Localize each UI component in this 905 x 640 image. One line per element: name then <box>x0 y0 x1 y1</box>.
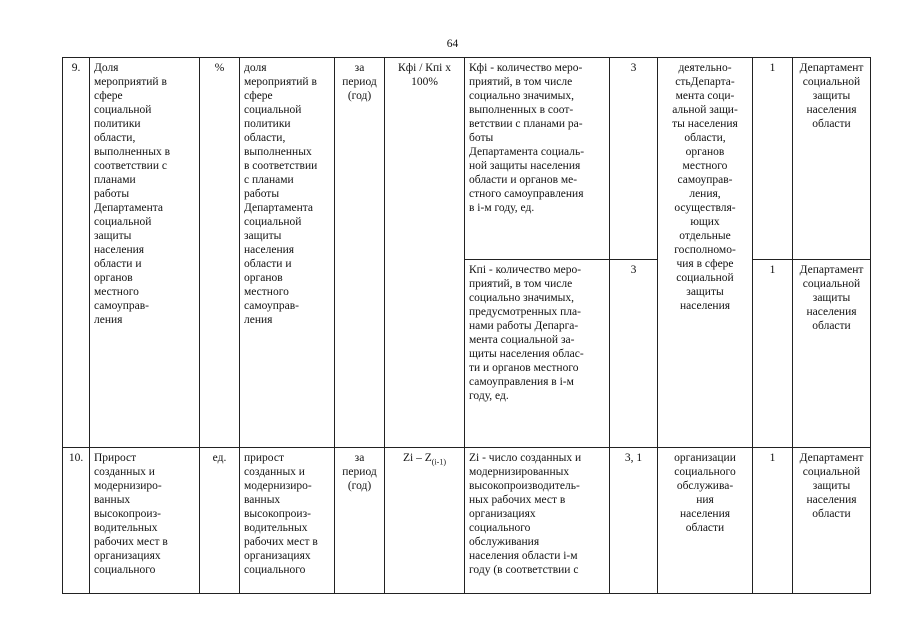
text-line: стного самоуправления <box>469 188 584 200</box>
text-line: ти и органов местного <box>469 362 579 374</box>
method-code: 3 <box>610 58 658 260</box>
indicator-component-description <box>465 448 610 594</box>
text-line: планами <box>94 174 136 186</box>
text-line: выполненных в <box>94 146 170 158</box>
text-line: приятий, в том числе <box>469 278 573 290</box>
indicator-name <box>90 448 200 594</box>
page-number: 64 <box>446 38 459 50</box>
text-line: высокопроизводитель- <box>469 480 580 492</box>
data-source <box>658 58 753 448</box>
text-line: прирост <box>244 452 284 464</box>
text-line: самоуправ- <box>677 174 733 186</box>
text-line: социальной <box>676 272 734 284</box>
text-line: приятий, в том числе <box>469 76 573 88</box>
text-line: области <box>685 522 725 534</box>
text-line: местного <box>94 286 139 298</box>
text-line: ты населения <box>672 118 738 130</box>
text-line: социально значимых, <box>469 292 575 304</box>
text-line: социальной <box>94 216 152 228</box>
text-line: доля <box>244 62 267 74</box>
text-line: области и <box>94 258 142 270</box>
text-line: отдельные <box>679 230 731 242</box>
text-line: мента социальной за- <box>469 334 575 346</box>
text-line: Прирост <box>94 452 137 464</box>
text-line: модернизиро- <box>94 480 162 492</box>
text-line: обслужива- <box>676 480 734 492</box>
text-line: защиты <box>686 286 724 298</box>
text-line: защиты <box>94 230 132 242</box>
text-line: местного <box>244 286 289 298</box>
unit: % <box>200 58 240 448</box>
text-line: населения <box>806 494 857 506</box>
text-line: деятельно- <box>678 62 732 74</box>
text-line: чия в сфере <box>676 258 734 270</box>
text-line: организации <box>674 452 736 464</box>
text-line: населения <box>94 244 145 256</box>
text-line: созданных и <box>244 466 305 478</box>
text-line: ных рабочих мест в <box>469 494 566 506</box>
responsible-department <box>793 448 871 594</box>
row-number: 10. <box>63 448 90 594</box>
text-line: Департамент <box>799 62 864 74</box>
text-line: организациях <box>244 550 311 562</box>
text-line: социальной <box>802 466 861 478</box>
text-line: защиты <box>812 292 851 304</box>
text-line: социального <box>244 564 306 576</box>
text-line: органов <box>244 272 283 284</box>
text-line: предусмотренных пла- <box>469 306 581 318</box>
text-line: защиты <box>812 480 851 492</box>
text-line: организациях <box>94 550 161 562</box>
text-line: за <box>354 62 365 74</box>
data-source <box>658 448 753 594</box>
text-line: (год) <box>347 480 372 492</box>
text-line: стьДепарта- <box>675 76 735 88</box>
text-line: самоуправления в і-м <box>469 376 574 388</box>
text-line: социальной <box>244 104 302 116</box>
text-line: госполномо- <box>674 244 736 256</box>
text-line: году (в соответствии с <box>469 564 579 576</box>
text-line: ной защиты населения <box>469 160 581 172</box>
text-line: защиты <box>244 230 282 242</box>
text-line: боты <box>469 132 494 144</box>
text-line: области <box>812 508 851 520</box>
indicators-table <box>62 57 871 594</box>
text-line: период <box>342 466 377 478</box>
frequency-code: 1 <box>753 448 793 594</box>
text-line: ния <box>696 494 714 506</box>
text-line: области <box>812 118 851 130</box>
text-line: населения <box>679 508 731 520</box>
text-line: ления, <box>689 188 721 200</box>
text-line: защиты <box>812 90 851 102</box>
text-line: высокопроиз- <box>94 508 161 520</box>
text-line: местного <box>682 160 728 172</box>
frequency-code: 1 <box>753 260 793 448</box>
text-line: Доля <box>94 62 119 74</box>
text-line: сфере <box>244 90 273 102</box>
period <box>335 58 385 448</box>
text-line: нами работы Депарга- <box>469 320 579 332</box>
text-line: ющих <box>690 216 720 228</box>
text-line: ванных <box>244 494 281 506</box>
indicator-definition <box>240 448 335 594</box>
indicator-component-description <box>465 260 610 448</box>
text-line: щиты населения облас- <box>469 348 584 360</box>
text-line: социальной <box>802 76 861 88</box>
text-line: населения <box>244 244 295 256</box>
text-line: политики <box>94 118 141 130</box>
text-line: социально значимых, <box>469 90 575 102</box>
text-line: модернизированных <box>469 466 570 478</box>
text-line: созданных и <box>94 466 155 478</box>
indicator-component-description <box>465 58 610 260</box>
text-line: социальной <box>802 278 861 290</box>
formula: Кфі / Кпі х 100% <box>385 58 465 448</box>
text-line: рабочих мест в <box>244 536 318 548</box>
text-line: Департамента <box>94 202 164 214</box>
text-line: ветствии с планами ра- <box>469 118 583 130</box>
text-line: модернизиро- <box>244 480 312 492</box>
text-line: населения <box>679 300 731 312</box>
formula-subscript: (і-1) <box>431 457 446 467</box>
text-line: социального <box>674 466 736 478</box>
text-line: Департамента <box>244 202 314 214</box>
row-number: 9. <box>63 58 90 448</box>
text-line: осуществля- <box>674 202 736 214</box>
text-line: году, ед. <box>469 390 509 402</box>
formula-main: Zі – Z <box>403 452 432 464</box>
text-line: социального <box>469 522 531 534</box>
text-line: политики <box>244 118 291 130</box>
text-line: в соответствии <box>244 160 318 172</box>
text-line: области и <box>244 258 292 270</box>
text-line: водительных <box>244 522 308 534</box>
frequency-code: 1 <box>753 58 793 260</box>
text-line: области и органов ме- <box>469 174 578 186</box>
text-line: Департамент <box>799 452 864 464</box>
unit: ед. <box>200 448 240 594</box>
formula <box>385 448 465 594</box>
text-line: (год) <box>347 90 372 102</box>
text-line: области <box>812 320 851 332</box>
text-line: водительных <box>94 522 158 534</box>
table-row-9a <box>63 58 871 260</box>
text-line: мента соци- <box>675 90 735 102</box>
text-line: социальной <box>94 104 152 116</box>
text-line: сфере <box>94 90 123 102</box>
text-line: работы <box>94 188 130 200</box>
text-line: за <box>354 452 365 464</box>
text-line: населения <box>806 306 857 318</box>
text-line: социального <box>94 564 156 576</box>
text-line: Департамента социаль- <box>469 146 585 158</box>
method-code: 3, 1 <box>610 448 658 594</box>
text-line: Zі - число созданных и <box>469 452 582 464</box>
text-line: области, <box>94 132 136 144</box>
period <box>335 448 385 594</box>
responsible-department <box>793 58 871 260</box>
indicator-name <box>90 58 200 448</box>
text-line: альной защи- <box>672 104 738 116</box>
text-line: ванных <box>94 494 131 506</box>
text-line: Кпі - количество меро- <box>469 264 582 276</box>
text-line: области, <box>684 132 726 144</box>
responsible-department <box>793 260 871 448</box>
text-line: органов <box>685 146 725 158</box>
text-line: ления <box>244 314 273 326</box>
text-line: в і-м году, ед. <box>469 202 535 214</box>
text-line: Департамент <box>799 264 864 276</box>
text-line: ления <box>94 314 123 326</box>
text-line: выполненных в соот- <box>469 104 574 116</box>
text-line: области, <box>244 132 286 144</box>
text-line: рабочих мест в <box>94 536 168 548</box>
method-code: 3 <box>610 260 658 448</box>
text-line: самоуправ- <box>244 300 299 312</box>
text-line: самоуправ- <box>94 300 149 312</box>
text-line: мероприятий в <box>244 76 317 88</box>
text-line: обслуживания <box>469 536 540 548</box>
text-line: выполненных <box>244 146 312 158</box>
text-line: период <box>342 76 377 88</box>
text-line: организациях <box>469 508 536 520</box>
text-line: социальной <box>244 216 302 228</box>
text-line: с планами <box>244 174 294 186</box>
text-line: высокопроиз- <box>244 508 311 520</box>
text-line: соответствии с <box>94 160 167 172</box>
text-line: населения области і-м <box>469 550 578 562</box>
indicator-definition <box>240 58 335 448</box>
text-line: органов <box>94 272 133 284</box>
text-line: населения <box>806 104 857 116</box>
text-line: работы <box>244 188 280 200</box>
text-line: мероприятий в <box>94 76 167 88</box>
text-line: Кфі - количество меро- <box>469 62 583 74</box>
table-row-10 <box>63 448 871 594</box>
